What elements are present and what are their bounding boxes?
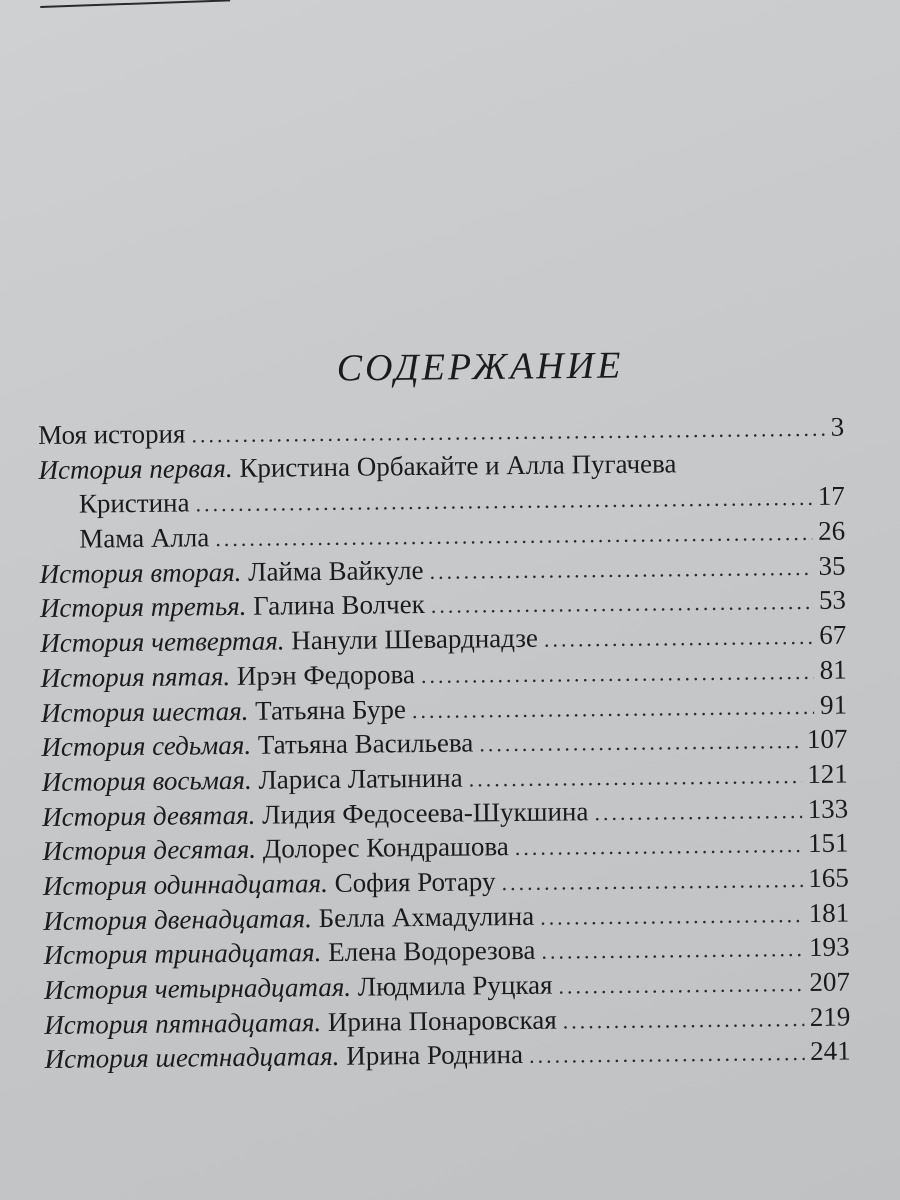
- dot-leader: [541, 936, 803, 965]
- toc-entry-label: История шестая.: [40, 695, 249, 728]
- toc-entry-page: 165: [808, 862, 849, 893]
- toc-entry-page: 26: [818, 515, 846, 546]
- toc-entry-page: 133: [807, 793, 849, 824]
- toc-entry-page: 91: [819, 689, 848, 720]
- dot-leader: [594, 798, 802, 826]
- dot-leader: [429, 555, 812, 585]
- toc-entry-label: История десятая.: [42, 833, 257, 867]
- toc-entry-name: Людмила Руцкая: [357, 969, 553, 1002]
- dot-leader: [215, 520, 812, 552]
- toc-entry-label: История шестнадцатая.: [44, 1041, 340, 1075]
- toc-entry-name: Татьяна Васильева: [257, 727, 474, 760]
- page-title: СОДЕРЖАНИЕ: [336, 344, 624, 390]
- dot-leader: [421, 659, 814, 689]
- toc-entry-name: Ирина Роднина: [346, 1039, 524, 1072]
- toc-entry-name: Елена Водорезова: [327, 935, 536, 968]
- toc-entry-label: История седьмая.: [41, 729, 252, 763]
- dot-leader: [558, 971, 803, 1000]
- toc-entry-name: Ирина Понаровская: [327, 1004, 557, 1037]
- dot-leader: [529, 1040, 804, 1069]
- toc-entry-name: Татьяна Буре: [255, 693, 406, 726]
- toc-entry-label: История тринадцатая.: [43, 937, 322, 971]
- dot-leader: [540, 902, 803, 931]
- table-of-contents: [38, 412, 851, 1079]
- toc-entry-name: Моя история: [38, 418, 186, 450]
- toc-entry-label: История четвертая.: [40, 625, 285, 659]
- toc-entry-name: Лидия Федосеева-Шукшина: [262, 795, 589, 830]
- page-edge-line: [40, 0, 230, 8]
- toc-entry-label: История третья.: [39, 591, 247, 624]
- toc-entry-label: История вторая.: [39, 556, 242, 589]
- toc-entry-name: Лайма Вайкуле: [248, 554, 424, 587]
- dot-leader: [544, 624, 814, 653]
- toc-entry-name: Кристина: [78, 487, 190, 519]
- dot-leader: [431, 589, 813, 619]
- toc-entry-page: 193: [808, 931, 850, 963]
- toc-entry-page: 181: [808, 897, 850, 928]
- dot-leader: [501, 867, 802, 896]
- toc-entry-page: 241: [809, 1035, 851, 1067]
- toc-entry-name: Мама Алла: [79, 522, 210, 554]
- toc-entry-label: История девятая.: [41, 799, 256, 832]
- toc-entry-name: Ирэн Федорова: [236, 658, 416, 691]
- dot-leader: [412, 693, 814, 723]
- dot-leader: [195, 485, 812, 517]
- toc-entry-label: История пятая.: [40, 660, 231, 693]
- toc-entry-page: 207: [809, 966, 851, 997]
- toc-entry-label: История первая.: [38, 452, 233, 485]
- toc-entry-name: Нанули Шеварднадзе: [291, 622, 539, 656]
- toc-entry-name: София Ротару: [334, 866, 496, 898]
- toc-entry-label: История одиннадцатая.: [42, 867, 329, 901]
- toc-entry-page: 53: [818, 584, 847, 616]
- toc-entry-label: История восьмая.: [41, 764, 252, 797]
- dot-leader: [469, 763, 802, 792]
- toc-entry: [45, 1036, 851, 1079]
- toc-entry-page: 35: [818, 550, 846, 581]
- toc-entry-label: История пятнадцатая.: [44, 1006, 322, 1040]
- dot-leader: [479, 728, 801, 757]
- toc-entry-page: 17: [817, 480, 845, 512]
- toc-entry-page: 121: [807, 758, 848, 789]
- dot-leader: [515, 832, 803, 861]
- toc-entry-label: История двенадцатая.: [43, 902, 313, 936]
- toc-entry-page: 219: [809, 1001, 851, 1032]
- toc-entry-name: Белла Ахмадулина: [318, 900, 535, 933]
- toc-entry-page: 3: [830, 411, 845, 442]
- dot-leader: [191, 416, 825, 449]
- toc-entry-page: 67: [819, 619, 847, 650]
- toc-entry-name: Лариса Латынина: [258, 762, 463, 795]
- toc-entry-page: 151: [807, 827, 849, 859]
- toc-entry-page: 107: [806, 723, 848, 755]
- toc-entry-name: Долорес Кондрашова: [262, 831, 509, 864]
- toc-entry-name: Галина Волчек: [253, 589, 425, 622]
- toc-entry-name: Кристина Орбакайте и Алла Пугачева: [239, 448, 677, 483]
- toc-entry-page: 81: [819, 654, 847, 685]
- dot-leader: [563, 1006, 804, 1035]
- toc-entry-label: История четырнадцатая.: [43, 971, 352, 1005]
